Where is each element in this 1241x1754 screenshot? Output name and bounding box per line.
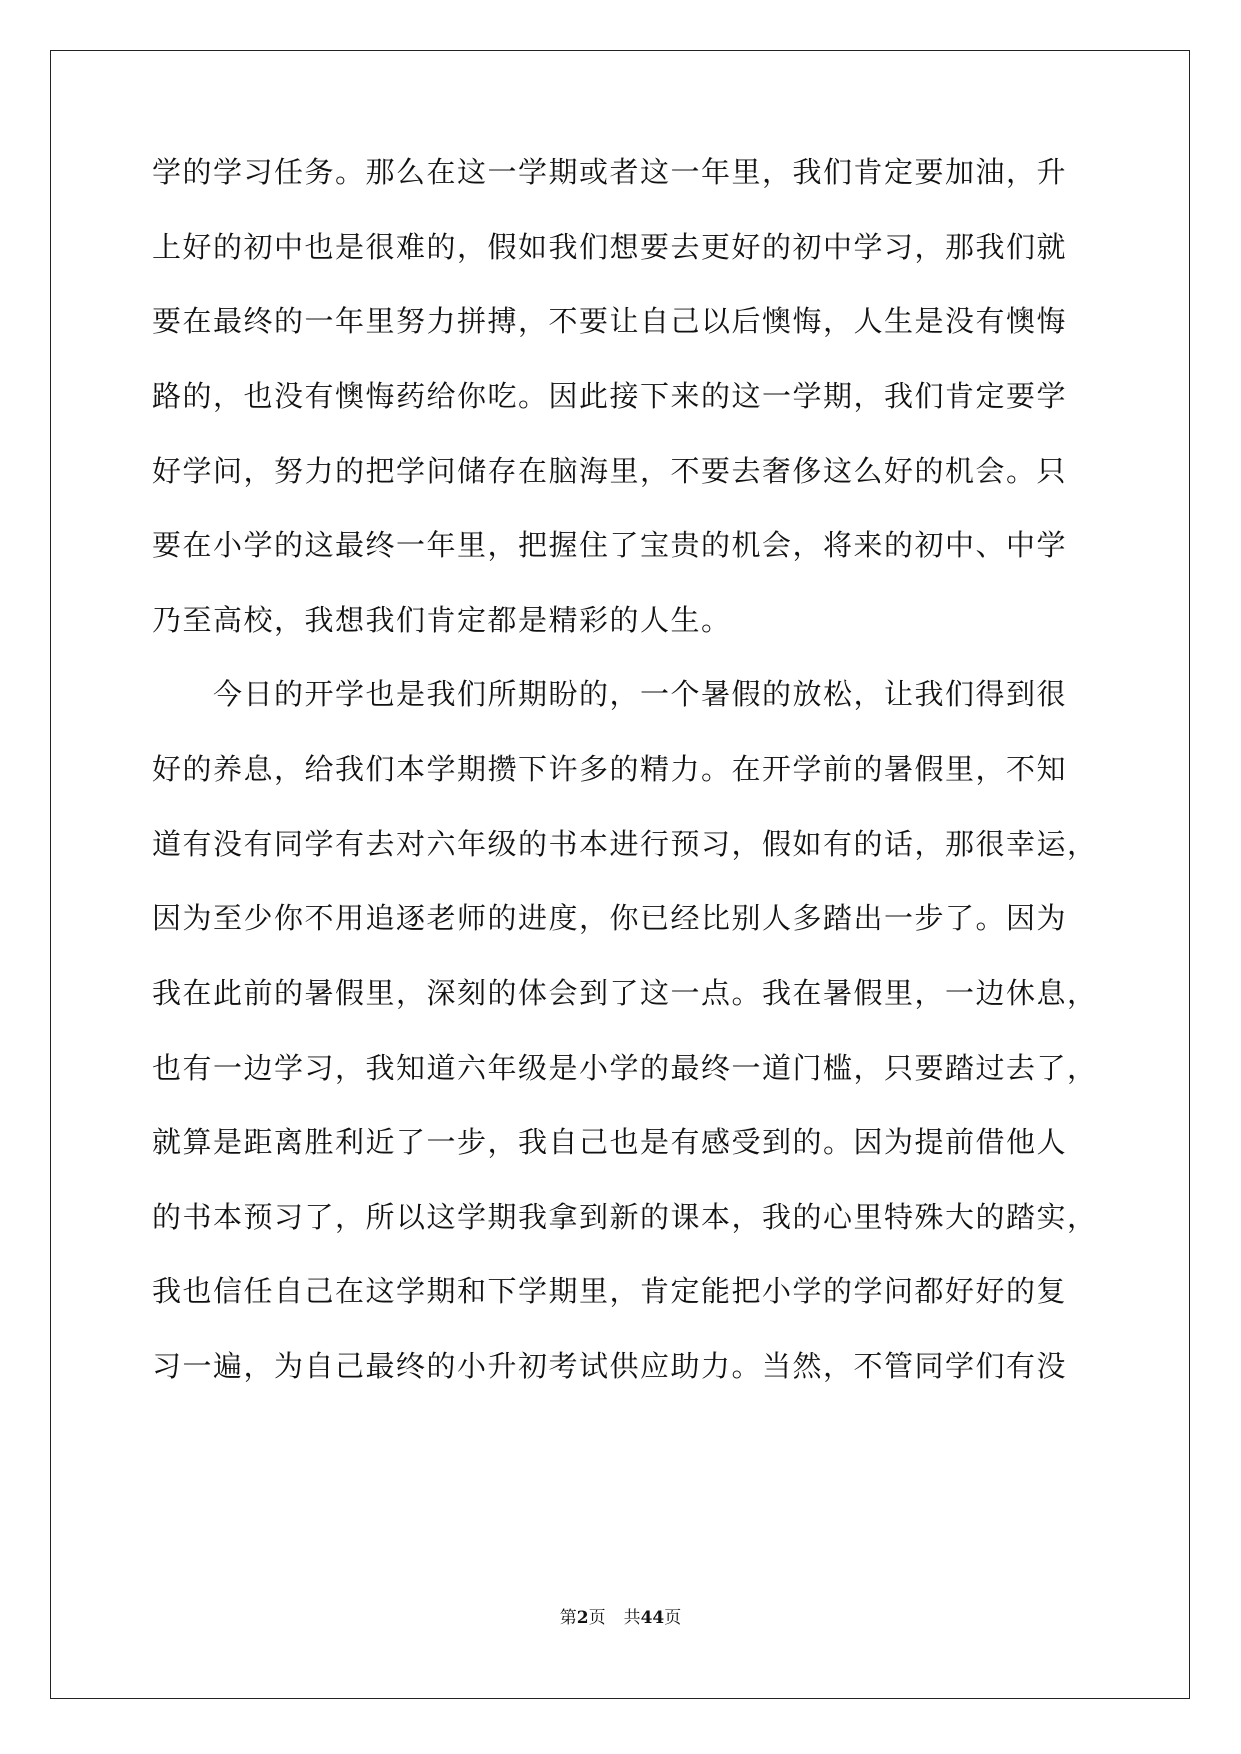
text-line: 习一遍，为自己最终的小升初考试供应助力。当然，不管同学们有没 [152, 1349, 1068, 1383]
text-line: 路的，也没有懊悔药给你吃。因此接下来的这一学期，我们肯定要学 [152, 379, 1068, 413]
text-line: 就算是距离胜利近了一步，我自己也是有感受到的。因为提前借他人 [152, 1125, 1068, 1159]
text-line: 学的学习任务。那么在这一学期或者这一年里，我们肯定要加油，升 [152, 155, 1068, 189]
page-total: 44 [640, 1608, 665, 1628]
text-line: 好的养息，给我们本学期攒下许多的精力。在开学前的暑假里，不知 [152, 752, 1068, 786]
text-line: 道有没有同学有去对六年级的书本进行预习，假如有的话，那很幸运， [152, 827, 1098, 861]
text-line: 今日的开学也是我们所期盼的，一个暑假的放松，让我们得到很 [152, 677, 1068, 711]
text-line: 乃至高校，我想我们肯定都是精彩的人生。 [152, 603, 732, 637]
text-line: 好学问，努力的把学问储存在脑海里，不要去奢侈这么好的机会。只 [152, 454, 1068, 488]
text-line: 的书本预习了，所以这学期我拿到新的课本，我的心里特殊大的踏实， [152, 1200, 1098, 1234]
page-current: 2 [576, 1608, 589, 1628]
page-border [50, 50, 1190, 1699]
text-line: 我在此前的暑假里，深刻的体会到了这一点。我在暑假里，一边休息， [152, 976, 1098, 1010]
text-line: 因为至少你不用追逐老师的进度，你已经比别人多踏出一步了。因为 [152, 901, 1068, 935]
total-suffix: 页 [664, 1608, 682, 1628]
text-line: 也有一边学习，我知道六年级是小学的最终一道门槛，只要踏过去了， [152, 1051, 1098, 1085]
page-prefix: 第 [559, 1608, 577, 1628]
page-suffix: 页 [588, 1608, 606, 1628]
total-prefix: 共 [623, 1608, 641, 1628]
text-line: 要在小学的这最终一年里，把握住了宝贵的机会，将来的初中、中学 [152, 528, 1068, 562]
text-line: 我也信任自己在这学期和下学期里，肯定能把小学的学问都好好的复 [152, 1274, 1068, 1308]
text-line: 上好的初中也是很难的，假如我们想要去更好的初中学习，那我们就 [152, 230, 1068, 264]
page-footer [0, 1603, 1241, 1628]
text-line: 要在最终的一年里努力拼搏，不要让自己以后懊悔，人生是没有懊悔 [152, 304, 1068, 338]
